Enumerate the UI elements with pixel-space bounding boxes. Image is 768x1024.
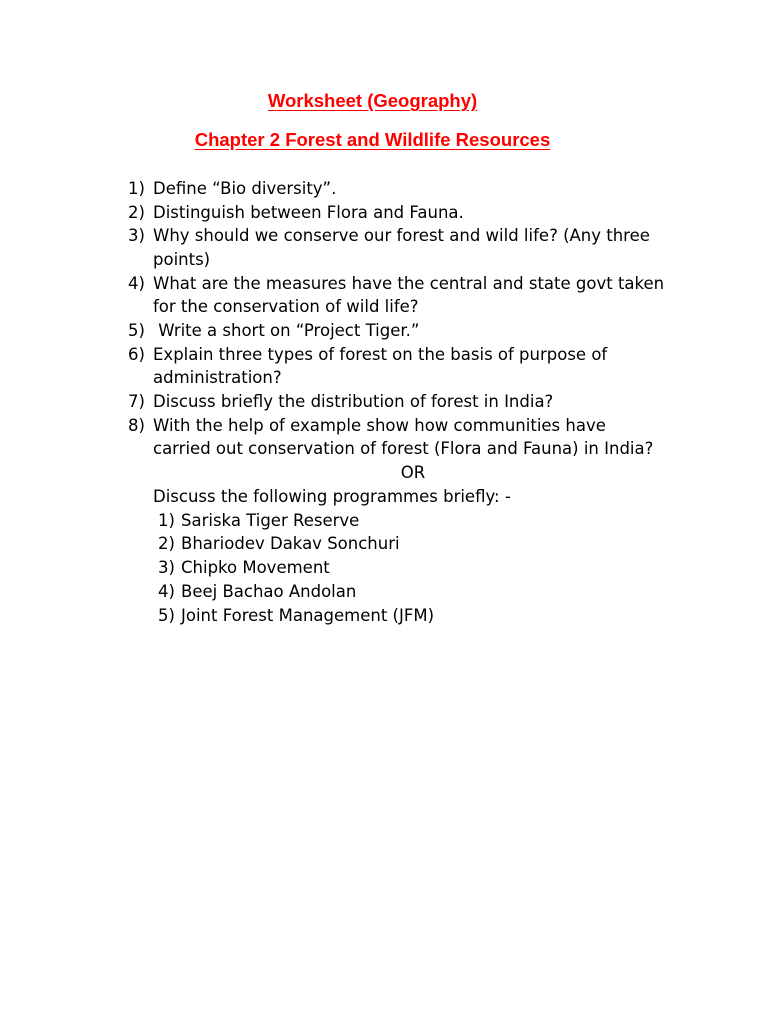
question-text: Write a short on “Project Tiger.” — [153, 321, 420, 340]
question-number: 3) — [128, 226, 145, 245]
programme-number: 4) — [158, 582, 175, 601]
question-number: 7) — [128, 392, 145, 411]
chapter-title: Chapter 2 Forest and Wildlife Resources — [194, 129, 551, 150]
programme-number: 3) — [158, 558, 175, 577]
question-text-continued: points) — [153, 250, 211, 269]
question-number: 6) — [128, 345, 145, 364]
question-text-continued: carried out conservation of forest (Flora and Fauna) in India? — [153, 439, 654, 458]
programme-number: 1) — [158, 511, 175, 530]
question-text: What are the measures have the central and state govt taken — [153, 274, 665, 293]
question-text: Why should we conserve our forest and wild life? (Any three — [153, 226, 650, 245]
or-separator: OR — [400, 463, 426, 482]
question-number: 1) — [128, 179, 145, 198]
question-text: Explain three types of forest on the basis of purpose of — [153, 345, 608, 364]
question-text: Distinguish between Flora and Fauna. — [153, 203, 464, 222]
question-text: With the help of example show how communities have — [153, 416, 606, 435]
programme-label: Bhariodev Dakav Sonchuri — [181, 534, 400, 553]
question-text: Discuss briefly the distribution of forest in India? — [153, 392, 554, 411]
programme-number: 5) — [158, 606, 175, 625]
question-number: 5) — [128, 321, 145, 340]
discuss-intro: Discuss the following programmes briefly: - — [153, 487, 511, 506]
programme-label: Sariska Tiger Reserve — [181, 511, 360, 530]
programme-label: Joint Forest Management (JFM) — [181, 606, 435, 625]
question-number: 2) — [128, 203, 145, 222]
question-number: 4) — [128, 274, 145, 293]
programme-number: 2) — [158, 534, 175, 553]
programme-label: Chipko Movement — [181, 558, 330, 577]
programme-label: Beej Bachao Andolan — [181, 582, 357, 601]
question-text-continued: administration? — [153, 368, 282, 387]
question-text: Define “Bio diversity”. — [153, 179, 337, 198]
question-number: 8) — [128, 416, 145, 435]
question-text-continued: for the conservation of wild life? — [153, 297, 419, 316]
worksheet-title: Worksheet (Geography) — [267, 90, 478, 111]
